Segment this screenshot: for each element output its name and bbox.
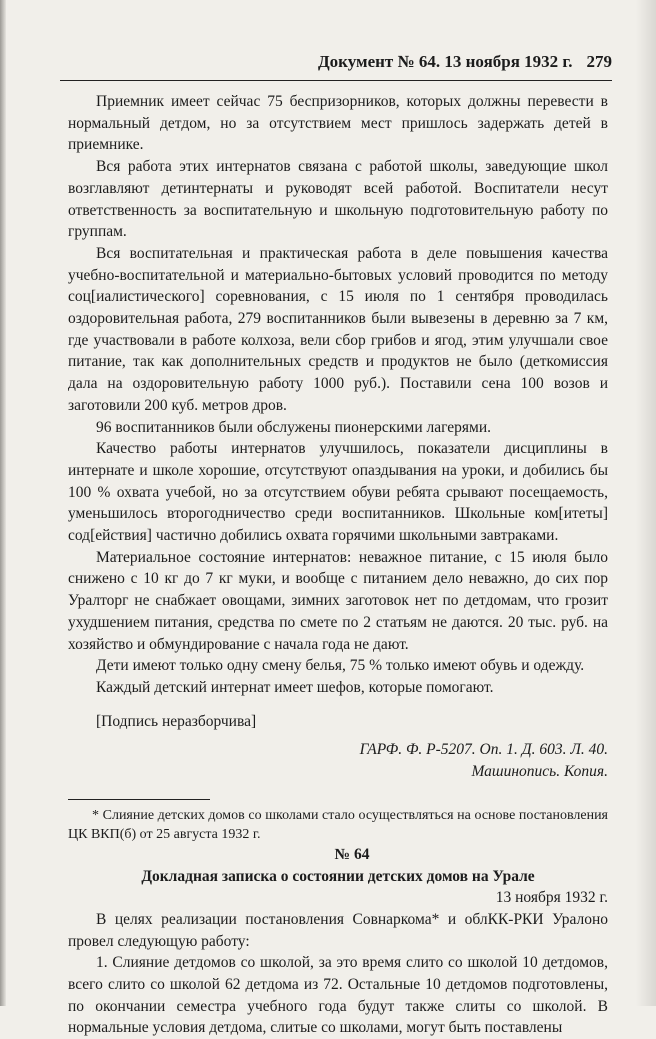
paragraph: 1. Слияние детдомов со школой, за это время слито со школой 10 детдомов, всего слито со школой 62 детдома из 72. Остальные 10 детдомов подготовлены, по окончании семестра учебного года будут также слиты со школой. В нормальные условия детдома, слитые со школами, могут быть поставлены (68, 954, 608, 1037)
paragraph: В целях реализации постановления Совнаркома* и облКК-РКИ Уралоно провел следующую работу: (68, 910, 608, 950)
paragraph: Качество работы интернатов улучшилось, показатели дисциплины в интернате и школе хорошие, отсутствуют опаздывания на уроки, и добились бы 100 % охвата учебой, но за отсутствием обуви ребята срывают посещаемость, уменьшилось второгодничество среди воспитанников. Школьные ком[итеты] сод[ействия] частично добились охвата горячими школьными завтраками. (68, 440, 608, 545)
header-rule (60, 80, 612, 81)
footnote-rule (68, 799, 210, 800)
archive-source: ГАРФ. Ф. Р-5207. Оп. 1. Д. 603. Л. 40. (359, 741, 608, 759)
page-body (68, 91, 608, 1039)
paragraph: 96 воспитанников были обслужены пионерскими лагерями. (96, 418, 492, 436)
footnote-text: * Слияние детских домов со школами стало осуществляться на основе постановления ЦК ВКП(б) от 25 августа 1932 г. (68, 807, 608, 842)
archive-reference (68, 739, 608, 782)
footnote (68, 806, 608, 844)
paragraph: Дети имеют только одну смену белья, 75 % только имеют обувь и одежду. (96, 657, 585, 675)
archive-copy-note: Машинопись. Копия. (471, 763, 608, 781)
signature: [Подпись неразборчива] (96, 712, 257, 730)
paragraph: Вся воспитательная и практическая работа в деле повышения качества учебно-воспитательной и материально-бытовых условий проводится по методу соц[иалистического] соревнования, с 15 июля по 1 сентября проводилась оздоровительная работа, 279 воспитанников были вывезены в деревню за 7 км, где участвовали в работе колхоза, вели сбор грибов и ягод, этим улучшали свое питание, так как дополнительных средств и продуктов не было (деткомиссия дала на оздоровительную работу 1000 руб.). Поставили сена 100 возов и заготовили 200 куб. метров дров. (68, 244, 608, 414)
document-title: Докладная записка о состоянии детских домов на Урале (141, 867, 535, 885)
paragraph: Приемник имеет сейчас 75 беспризорников, которых должны перевести в нормальный детдом, но за отсутствием мест пришлось задержать детей в приемнике. (68, 93, 608, 154)
document-date: 13 ноября 1932 г. (495, 889, 608, 907)
page-edge-shadow (636, 0, 656, 1006)
paragraph: Каждый детский интернат имеет шефов, которые помогают. (96, 678, 494, 696)
document-number: № 64 (334, 845, 370, 863)
page-gutter-shadow (0, 0, 6, 1006)
header-title: Документ № 64. 13 ноября 1932 г. (317, 52, 573, 71)
paragraph: Материальное состояние интернатов: неважное питание, с 15 июля было снижено с 10 кг до 7 кг муки, и вообще с питанием дело неважно, до сих пор Уралторг не снабжает овощами, зимних заготовок нет по детдомам, что грозит ухудшением питания, средства по смете по 2 статьям не даются. 20 тыс. руб. на хозяйство и обмундирование с начала года не дают. (68, 548, 608, 653)
running-header (60, 52, 612, 72)
paragraph: Вся работа этих интернатов связана с работой школы, заведующие школ возглавляют детинтернаты и руководят всей работой. Воспитатели несут ответственность за воспитательную и школьную подготовительную работу по группам. (68, 158, 608, 241)
page-number: 279 (586, 52, 612, 71)
